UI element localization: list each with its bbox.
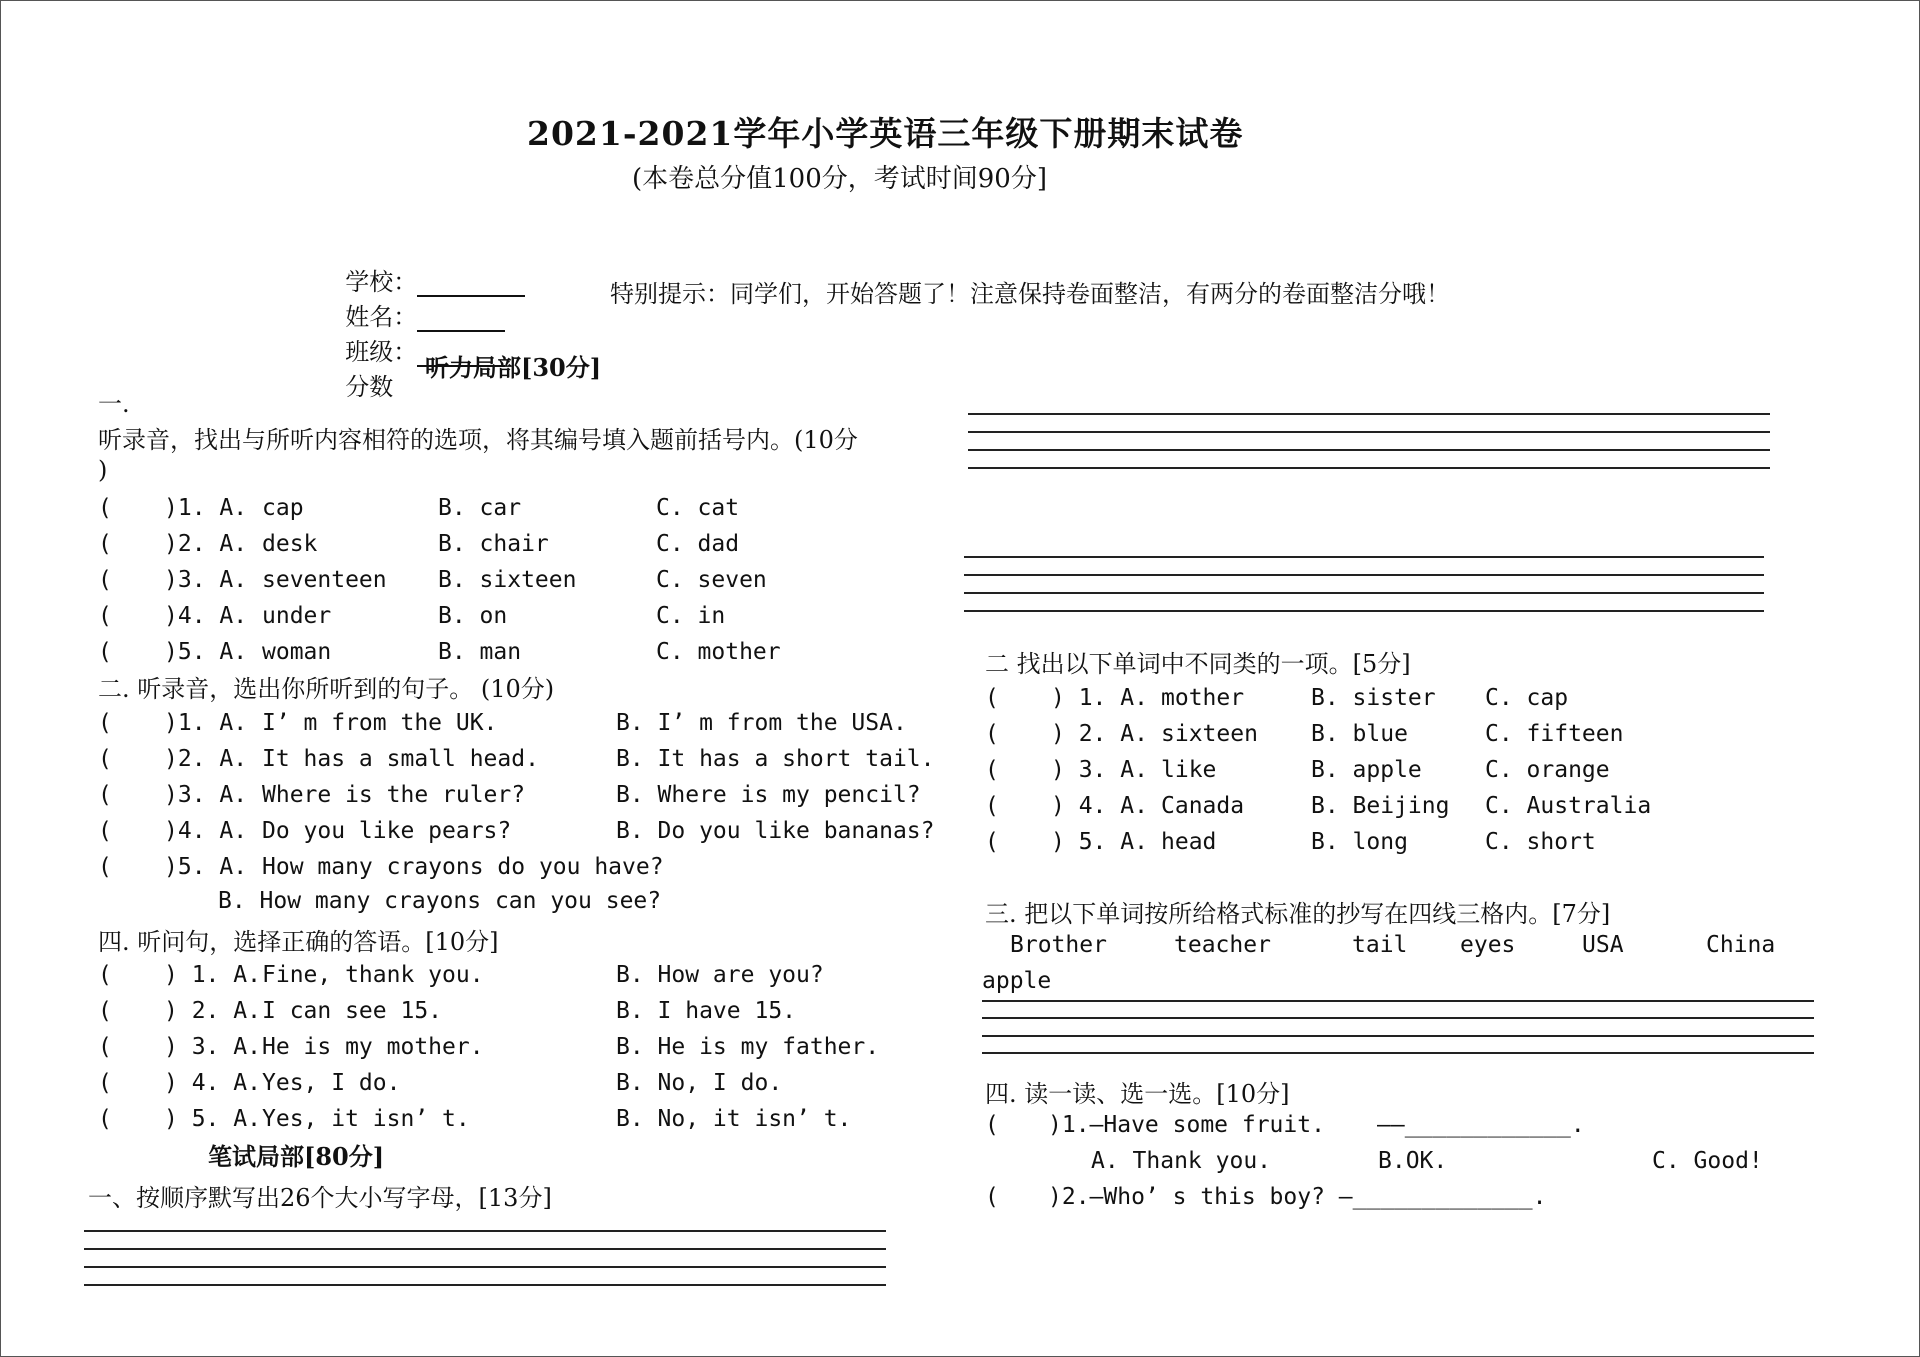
r2-q4-option-c: C. Australia xyxy=(1485,793,1652,819)
s2-q5-paren[interactable]: ( xyxy=(98,854,112,880)
s1-q5-option-b: B. man xyxy=(438,639,522,665)
r4-q1-option-b: B.OK. xyxy=(1378,1148,1448,1174)
s1-q3-paren[interactable]: ( xyxy=(98,567,112,593)
s2-q4-paren[interactable]: ( xyxy=(98,818,112,844)
r2-question-4 xyxy=(985,793,1745,821)
special-tip: 特别提示：同学们，开始答题了！注意保持卷面整洁，有两分的卷面整洁分哦！ xyxy=(610,280,1450,308)
r4-q1-text: )1.—Have some fruit. xyxy=(1048,1112,1325,1138)
s1-q4-number: )4. A. xyxy=(164,603,248,629)
section2-heading: 二. 听录音，选出你所听到的句子。 (10分) xyxy=(98,675,555,703)
s4-q5-paren[interactable]: ( xyxy=(98,1106,112,1132)
r2-q4-number: ) 4. A. xyxy=(1051,793,1148,819)
s2-q4-number: )4. A. xyxy=(164,818,248,844)
exam-title: 2021-2021学年小学英语三年级下册期末试卷 xyxy=(527,114,1244,153)
s4-question-3 xyxy=(98,1034,880,1062)
s1-q2-option-b: B. chair xyxy=(438,531,549,557)
s1-question-2 xyxy=(98,531,858,559)
r4-q1-option-a: A. Thank you. xyxy=(1091,1148,1272,1174)
r2-question-1 xyxy=(985,685,1745,713)
s4-q1-option-b: B. How are you? xyxy=(616,962,824,988)
r4-question-1 xyxy=(985,1112,1805,1140)
section1-instruction-tail: ) xyxy=(98,456,108,484)
copy-word-3: tail xyxy=(1352,932,1408,958)
s1-question-5 xyxy=(98,639,858,667)
s1-q4-option-a: under xyxy=(262,603,332,629)
s2-q3-option-a: Where is the ruler? xyxy=(262,782,526,808)
s1-q2-paren[interactable]: ( xyxy=(98,531,112,557)
r2-q3-option-b: B. apple xyxy=(1311,757,1422,783)
r2-q3-number: ) 3. A. xyxy=(1051,757,1148,783)
s2-question-4 xyxy=(98,818,935,846)
s4-q5-option-b: B. No, it isn’ t. xyxy=(616,1106,852,1132)
r2-q2-option-b: B. blue xyxy=(1311,721,1408,747)
s4-q2-option-b: B. I have 15. xyxy=(616,998,797,1024)
r2-question-3 xyxy=(985,757,1745,785)
s2-question-3 xyxy=(98,782,921,810)
r2-q2-option-a: sixteen xyxy=(1161,721,1258,747)
school-blank[interactable] xyxy=(417,269,525,297)
r4-q1-paren[interactable]: ( xyxy=(985,1112,999,1138)
s4-q1-number: ) 1. A. xyxy=(164,962,261,988)
r2-q4-option-a: Canada xyxy=(1161,793,1245,819)
r2-q1-number: ) 1. A. xyxy=(1051,685,1148,711)
name-label: 姓名： xyxy=(345,303,418,331)
s1-question-4 xyxy=(98,603,858,631)
right-section3-heading: 三. 把以下单词按所给格式标准的抄写在四线三格内。[7分] xyxy=(985,900,1611,928)
s4-q5-option-a: Yes, it isn’ t. xyxy=(262,1106,470,1132)
r4-question-1-options xyxy=(985,1148,1805,1176)
name-blank[interactable] xyxy=(417,304,505,332)
r2-q4-paren[interactable]: ( xyxy=(985,793,999,819)
s4-q2-option-a: I can see 15. xyxy=(262,998,443,1024)
copy-word-1: Brother xyxy=(1010,932,1107,958)
s4-q4-paren[interactable]: ( xyxy=(98,1070,112,1096)
s4-q3-option-b: B. He is my father. xyxy=(616,1034,880,1060)
r2-q2-option-c: C. fifteen xyxy=(1485,721,1624,747)
section4-heading: 四. 听问句，选择正确的答语。[10分] xyxy=(98,928,499,956)
s2-q2-paren[interactable]: ( xyxy=(98,746,112,772)
s2-q2-option-b: B. It has a short tail. xyxy=(616,746,935,772)
s2-q1-option-a: I’ m from the UK. xyxy=(262,710,498,736)
r2-q1-paren[interactable]: ( xyxy=(985,685,999,711)
s2-question-5 xyxy=(98,854,858,882)
section1-instruction: 听录音，找出与所听内容相符的选项，将其编号填入题前括号内。(10分 xyxy=(98,426,858,454)
s2-q1-option-b: B. I’ m from the USA. xyxy=(616,710,907,736)
r2-question-5 xyxy=(985,829,1745,857)
copy-writing-lines[interactable] xyxy=(982,1000,1814,1054)
s4-q2-paren[interactable]: ( xyxy=(98,998,112,1024)
s4-question-4 xyxy=(98,1070,858,1098)
s1-q1-option-c: C. cat xyxy=(656,495,740,521)
s4-q3-number: ) 3. A. xyxy=(164,1034,261,1060)
r4-q1-blank[interactable]: ——____________. xyxy=(1377,1112,1585,1138)
r4-q1-option-c: C. Good! xyxy=(1652,1148,1763,1174)
copy-word-2: teacher xyxy=(1174,932,1271,958)
s1-q3-option-a: seventeen xyxy=(262,567,387,593)
s2-q5-option-a: How many crayons do you have? xyxy=(262,854,664,880)
s2-q1-number: )1. A. xyxy=(164,710,248,736)
r2-q5-option-a: head xyxy=(1161,829,1217,855)
s1-q2-option-c: C. dad xyxy=(656,531,740,557)
s4-q4-option-b: B. No, I do. xyxy=(616,1070,783,1096)
r4-question-2 xyxy=(985,1184,1805,1212)
s1-q3-option-b: B. sixteen xyxy=(438,567,577,593)
s2-q3-paren[interactable]: ( xyxy=(98,782,112,808)
s2-question-1 xyxy=(98,710,907,738)
s4-q2-number: ) 2. A. xyxy=(164,998,261,1024)
s2-q2-number: )2. A. xyxy=(164,746,248,772)
alphabet-writing-lines[interactable] xyxy=(84,1230,886,1286)
right-section4-heading: 四. 读一读、选一选。[10分] xyxy=(985,1080,1290,1108)
writing-section1-heading: 一、按顺序默写出26个大小写字母，[13分] xyxy=(88,1184,552,1212)
r2-q5-option-c: C. short xyxy=(1485,829,1596,855)
r4-q2-paren[interactable]: ( xyxy=(985,1184,999,1210)
s1-q5-option-a: woman xyxy=(262,639,332,665)
r2-q4-option-b: B. Beijing xyxy=(1311,793,1450,819)
s1-q4-paren[interactable]: ( xyxy=(98,603,112,629)
right-writing-lines-1[interactable] xyxy=(968,413,1770,469)
s4-question-1 xyxy=(98,962,858,990)
s1-question-3 xyxy=(98,567,858,595)
r2-q1-option-b: B. sister xyxy=(1311,685,1436,711)
s4-question-2 xyxy=(98,998,858,1026)
listening-heading: 听力局部[30分] xyxy=(425,353,602,382)
s4-q3-paren[interactable]: ( xyxy=(98,1034,112,1060)
s4-q1-option-a: Fine, thank you. xyxy=(262,962,484,988)
s1-q1-number: )1. A. xyxy=(164,495,248,521)
r4-q2-text: )2.—Who’ s this boy? —_____________. xyxy=(1048,1184,1547,1210)
s1-q1-option-a: cap xyxy=(262,495,304,521)
exam-subtitle: (本卷总分值100分，考试时间90分] xyxy=(632,164,1047,194)
copy-word-4: eyes xyxy=(1460,932,1516,958)
s2-q3-number: )3. A. xyxy=(164,782,248,808)
r2-q2-paren[interactable]: ( xyxy=(985,721,999,747)
s2-q1-paren[interactable]: ( xyxy=(98,710,112,736)
s1-q3-number: )3. A. xyxy=(164,567,248,593)
school-label: 学校： xyxy=(345,268,418,296)
r2-q1-option-c: C. cap xyxy=(1485,685,1569,711)
s2-q5-number: )5. A. xyxy=(164,854,248,880)
s1-q1-paren[interactable]: ( xyxy=(98,495,112,521)
s1-q5-option-c: C. mother xyxy=(656,639,781,665)
s1-question-1 xyxy=(98,495,858,523)
s1-q2-number: )2. A. xyxy=(164,531,248,557)
s1-q2-option-a: desk xyxy=(262,531,318,557)
right-section2-heading: 二 找出以下单词中不同类的一项。[5分] xyxy=(985,650,1411,678)
copy-word-5: USA xyxy=(1582,932,1624,958)
s2-q2-option-a: It has a small head. xyxy=(262,746,539,772)
class-label: 班级： xyxy=(345,338,418,366)
r2-q1-option-a: mother xyxy=(1161,685,1245,711)
right-writing-lines-2[interactable] xyxy=(964,556,1764,612)
r2-q3-paren[interactable]: ( xyxy=(985,757,999,783)
copy-word-apple: apple xyxy=(982,968,1052,994)
copy-word-6: China xyxy=(1706,932,1776,958)
s4-q1-paren[interactable]: ( xyxy=(98,962,112,988)
s1-q4-option-b: B. on xyxy=(438,603,508,629)
r2-q3-option-a: like xyxy=(1161,757,1217,783)
writing-heading: 笔试局部[80分] xyxy=(208,1142,385,1171)
s2-q4-option-a: Do you like pears? xyxy=(262,818,512,844)
s1-q1-option-b: B. car xyxy=(438,495,522,521)
r2-q2-number: ) 2. A. xyxy=(1051,721,1148,747)
r2-question-2 xyxy=(985,721,1745,749)
s2-item5-option-b: B. How many crayons can you see? xyxy=(218,888,662,914)
s2-question-2 xyxy=(98,746,935,774)
s1-q5-paren[interactable]: ( xyxy=(98,639,112,665)
s1-q3-option-c: C. seven xyxy=(656,567,767,593)
s1-q4-option-c: C. in xyxy=(656,603,726,629)
r2-q5-paren[interactable]: ( xyxy=(985,829,999,855)
s4-q5-number: ) 5. A. xyxy=(164,1106,261,1132)
s2-q3-option-b: B. Where is my pencil? xyxy=(616,782,921,808)
r2-q3-option-c: C. orange xyxy=(1485,757,1610,783)
s4-q3-option-a: He is my mother. xyxy=(262,1034,484,1060)
s4-q4-number: ) 4. A. xyxy=(164,1070,261,1096)
r2-q5-number: ) 5. A. xyxy=(1051,829,1148,855)
s4-q4-option-a: Yes, I do. xyxy=(262,1070,401,1096)
s1-q5-number: )5. A. xyxy=(164,639,248,665)
s2-q4-option-b: B. Do you like bananas? xyxy=(616,818,935,844)
r2-q5-option-b: B. long xyxy=(1311,829,1408,855)
s4-question-5 xyxy=(98,1106,858,1134)
score-label: 分数 xyxy=(345,373,394,401)
section1-number: 一. xyxy=(98,390,130,418)
